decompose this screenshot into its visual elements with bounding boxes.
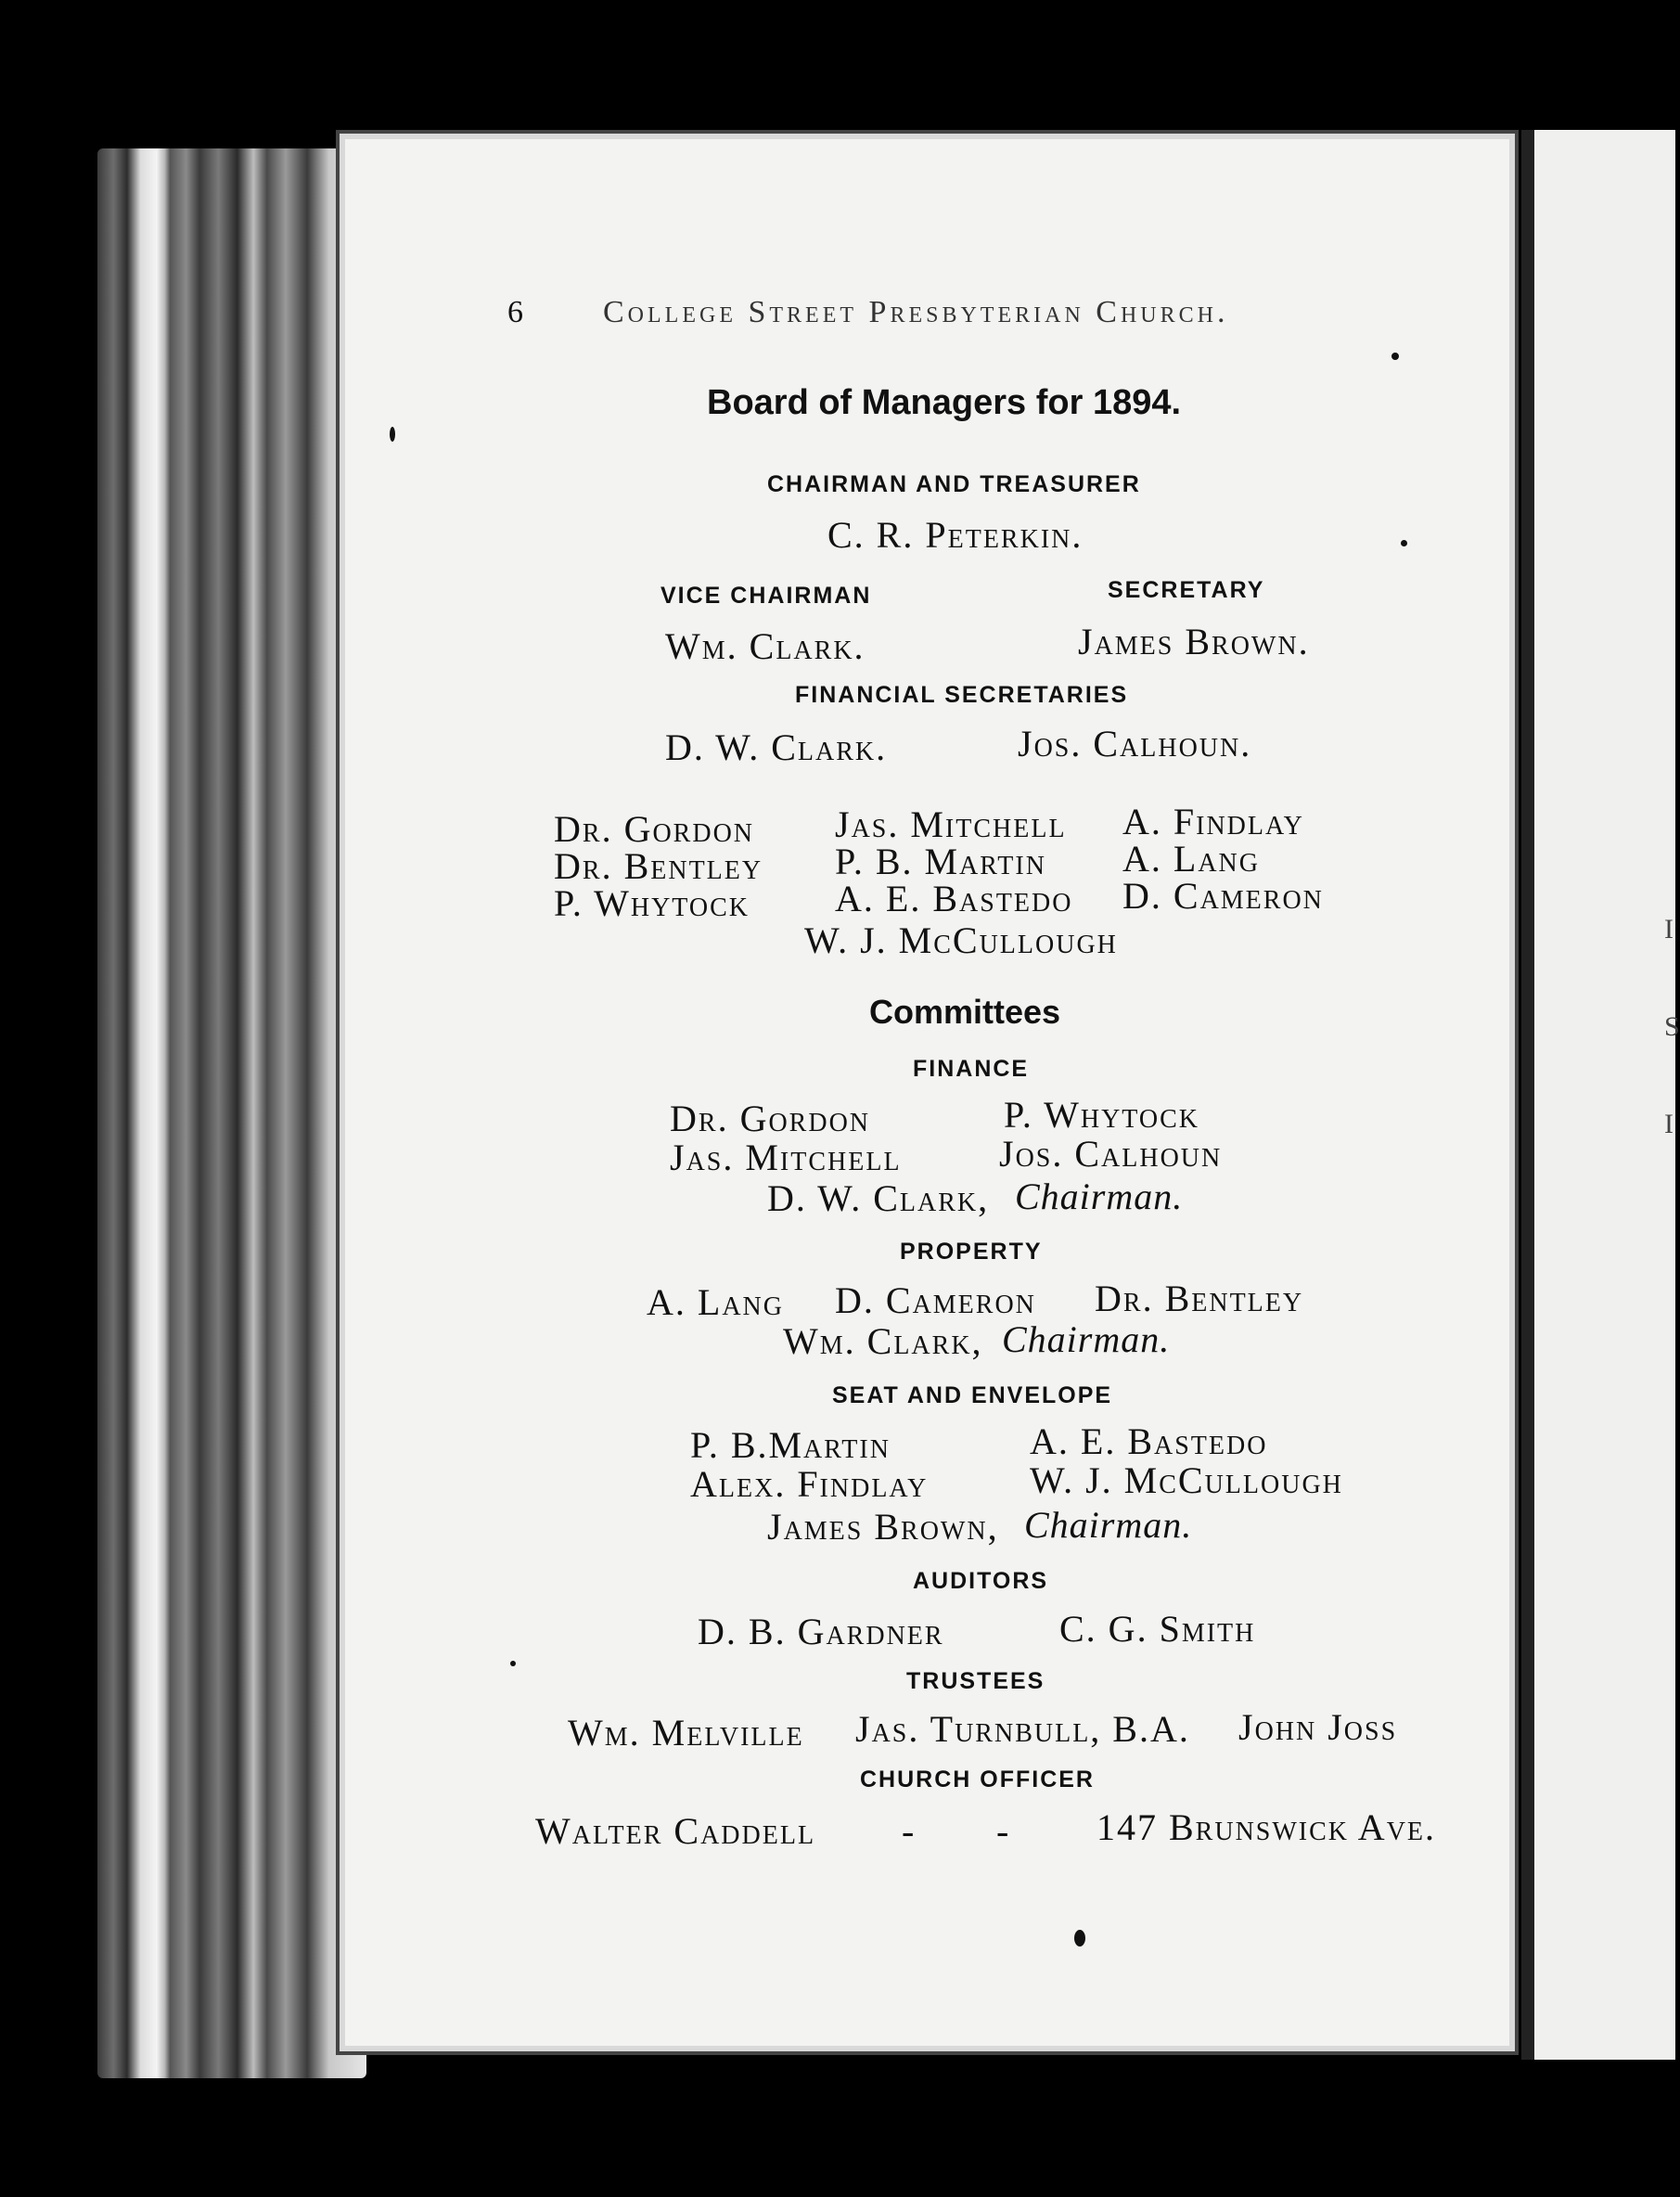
auditors-label: AUDITORS	[913, 1568, 1049, 1594]
property-member: A. Lang	[647, 1281, 784, 1323]
manager-name: Dr. Gordon	[554, 808, 755, 850]
committees-title: Committees	[869, 993, 1061, 1031]
finance-member: Dr. Gordon	[670, 1098, 871, 1139]
seat-envelope-member: W. J. McCullough	[1030, 1459, 1343, 1501]
manager-name: A. E. Bastedo	[835, 878, 1073, 919]
ink-speck	[390, 427, 395, 442]
chairman-treasurer-name: C. R. Peterkin.	[827, 514, 1084, 556]
page-title: Board of Managers for 1894.	[707, 383, 1182, 422]
finance-member: P. Whytock	[1004, 1094, 1199, 1136]
finance-label: FINANCE	[913, 1056, 1030, 1082]
manager-name: D. Cameron	[1122, 875, 1324, 917]
vice-chairman-name: Wm. Clark.	[665, 625, 866, 667]
church-officer-address: 147 Brunswick Ave.	[1096, 1806, 1437, 1848]
seat-envelope-chair-name: James Brown,	[767, 1506, 999, 1548]
facing-page-fragment: I	[1664, 1109, 1674, 1139]
ink-speck	[1391, 353, 1399, 360]
vice-chairman-label: VICE CHAIRMAN	[660, 583, 872, 609]
property-label: PROPERTY	[900, 1239, 1043, 1265]
seat-envelope-chair-title: Chairman.	[1024, 1504, 1193, 1546]
manager-name: A. Findlay	[1122, 801, 1304, 842]
property-chair-title: Chairman.	[1002, 1318, 1171, 1360]
leader-dash: -	[902, 1810, 917, 1852]
manager-name: P. Whytock	[554, 882, 750, 924]
property-chair-name: Wm. Clark,	[783, 1320, 983, 1362]
manager-name: P. B. Martin	[835, 841, 1046, 882]
ink-speck	[510, 1661, 516, 1666]
seat-envelope-label: SEAT AND ENVELOPE	[832, 1382, 1113, 1408]
secretary-label: SECRETARY	[1108, 577, 1265, 603]
document-page	[345, 139, 1509, 2046]
financial-secretary-name: Jos. Calhoun.	[1018, 723, 1252, 764]
trustees-label: TRUSTEES	[906, 1668, 1045, 1694]
property-member: D. Cameron	[835, 1279, 1036, 1321]
trustee-name: Jas. Turnbull, B.A.	[855, 1708, 1190, 1750]
manager-name: Jas. Mitchell	[835, 803, 1067, 845]
seat-envelope-member: Alex. Findlay	[690, 1463, 929, 1505]
running-head: College Street Presbyterian Church.	[603, 295, 1229, 329]
trustee-name: John Joss	[1238, 1706, 1398, 1748]
leader-dash: -	[996, 1810, 1011, 1852]
church-officer-label: CHURCH OFFICER	[860, 1767, 1095, 1792]
church-officer-name: Walter Caddell	[535, 1810, 816, 1852]
facing-page	[1521, 130, 1680, 2060]
property-member: Dr. Bentley	[1095, 1278, 1304, 1319]
manager-name: W. J. McCullough	[804, 919, 1118, 961]
finance-chair-name: D. W. Clark,	[767, 1177, 990, 1219]
trustee-name: Wm. Melville	[568, 1712, 804, 1754]
book-page-edges	[97, 148, 366, 2078]
facing-page-fragment: I	[1664, 914, 1674, 944]
ink-speck	[1401, 540, 1407, 546]
ink-speck	[1074, 1930, 1085, 1946]
auditor-name: D. B. Gardner	[698, 1611, 944, 1652]
secretary-name: James Brown.	[1078, 621, 1310, 662]
manager-name: Dr. Bentley	[554, 845, 763, 887]
finance-chair-title: Chairman.	[1015, 1176, 1184, 1217]
page-number: 6	[507, 295, 525, 329]
auditor-name: C. G. Smith	[1059, 1608, 1256, 1650]
facing-page-fragment: S	[1664, 1011, 1680, 1042]
financial-secretary-name: D. W. Clark.	[665, 726, 888, 768]
finance-member: Jas. Mitchell	[670, 1137, 902, 1178]
chairman-treasurer-label: CHAIRMAN AND TREASURER	[767, 471, 1141, 497]
manager-name: A. Lang	[1122, 838, 1260, 880]
seat-envelope-member: P. B.Martin	[690, 1424, 891, 1466]
seat-envelope-member: A. E. Bastedo	[1030, 1420, 1268, 1462]
financial-secretaries-label: FINANCIAL SECRETARIES	[795, 682, 1129, 708]
finance-member: Jos. Calhoun	[999, 1133, 1223, 1175]
